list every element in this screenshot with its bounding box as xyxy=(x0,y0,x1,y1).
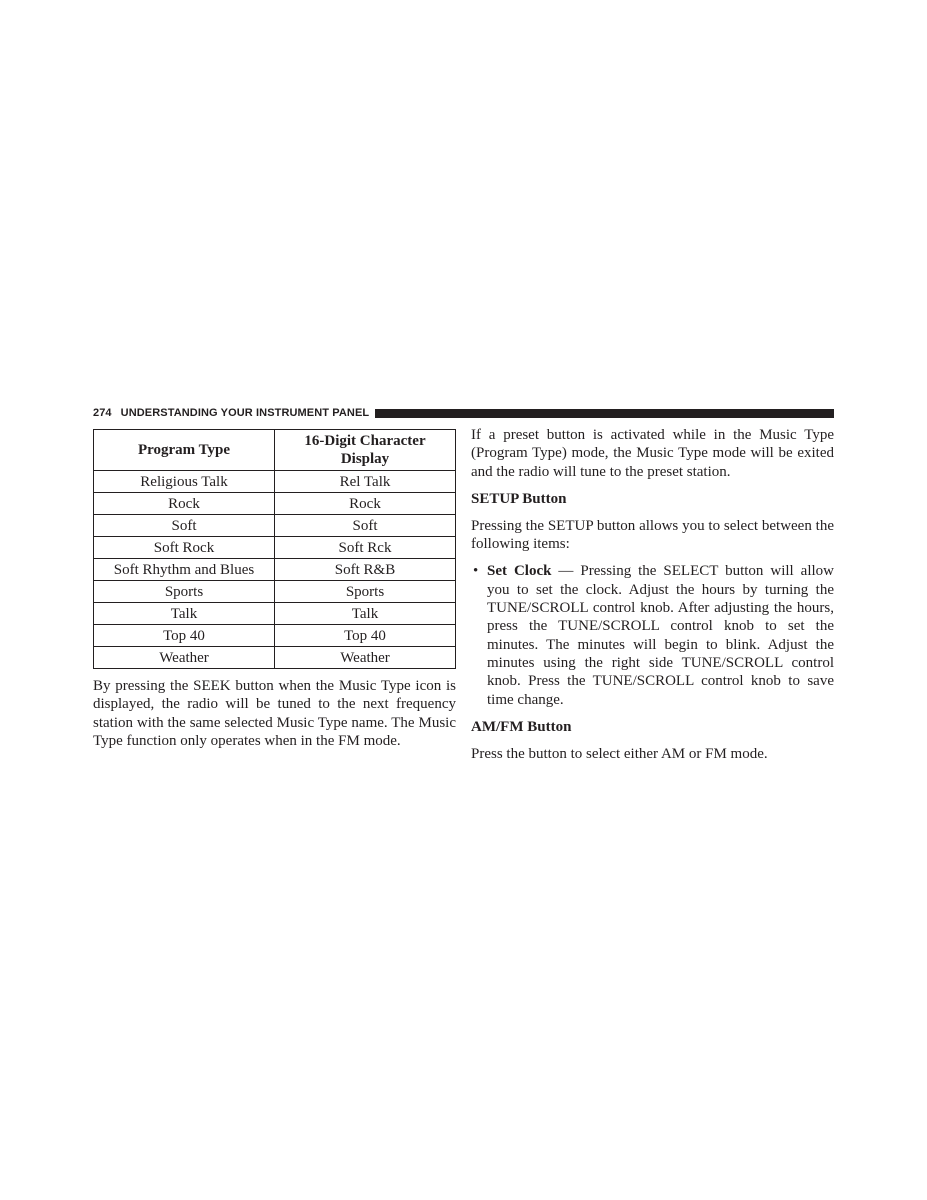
table-cell: Soft R&B xyxy=(275,559,456,581)
table-cell: Sports xyxy=(94,581,275,603)
table-cell: Soft xyxy=(275,515,456,537)
table-cell: Soft Rock xyxy=(94,537,275,559)
seek-paragraph: By pressing the SEEK button when the Music Type icon is displayed, the radio will be tuned to the next frequency station with the same selected Music Type name. The Music Type function only operates when in the FM mode. xyxy=(93,678,456,749)
table-header-row xyxy=(94,430,456,471)
setup-paragraph: Pressing the SETUP button allows you to select between the following items: xyxy=(471,517,834,553)
set-clock-term: Set Clock xyxy=(487,563,552,580)
table-cell: Sports xyxy=(275,581,456,603)
table-row xyxy=(94,581,456,603)
set-clock-description: — Pressing the SELECT button will allow you to set the clock. Adjust the hours by turning the TUNE/SCROLL control knob. After adjusting the hours, press the TUNE/SCROLL control knob to set the minutes. The minutes will begin to blink. Adjust the minutes using the right side TUNE/SCROLL control knob. Press the TUNE/SCROLL control knob to save time change. xyxy=(487,563,834,708)
table-cell: Talk xyxy=(275,603,456,625)
running-header xyxy=(93,406,834,420)
column-header-display: 16-Digit Character Display xyxy=(275,430,456,471)
bullet-icon: • xyxy=(473,563,479,580)
header-rule xyxy=(375,409,834,418)
table-row xyxy=(94,537,456,559)
program-type-table xyxy=(93,429,456,669)
table-row xyxy=(94,625,456,647)
preset-paragraph: If a preset button is activated while in the Music Type (Program Type) mode, the Music Type mode will be exited and the radio will tune to the preset station. xyxy=(471,427,834,480)
table-row xyxy=(94,515,456,537)
table-row xyxy=(94,471,456,493)
table-cell: Soft Rck xyxy=(275,537,456,559)
table-row xyxy=(94,493,456,515)
column-header-program-type: Program Type xyxy=(94,430,275,471)
section-title: UNDERSTANDING YOUR INSTRUMENT PANEL xyxy=(120,407,370,419)
table-cell: Soft xyxy=(94,515,275,537)
table-row xyxy=(94,603,456,625)
table-cell: Talk xyxy=(94,603,275,625)
setup-items-list xyxy=(471,562,834,708)
table-cell: Top 40 xyxy=(94,625,275,647)
table-row xyxy=(94,647,456,669)
right-column xyxy=(471,426,834,763)
amfm-paragraph: Press the button to select either AM or FM mode. xyxy=(471,745,768,762)
page-number: 274 xyxy=(93,407,112,419)
table-cell: Weather xyxy=(94,647,275,669)
left-column xyxy=(93,429,456,750)
table-cell: Rel Talk xyxy=(275,471,456,493)
table-cell: Top 40 xyxy=(275,625,456,647)
table-cell: Rock xyxy=(94,493,275,515)
setup-heading: SETUP Button xyxy=(471,490,567,507)
table-cell: Soft Rhythm and Blues xyxy=(94,559,275,581)
table-cell: Rock xyxy=(275,493,456,515)
table-row xyxy=(94,559,456,581)
list-item-set-clock xyxy=(471,562,834,708)
amfm-heading: AM/FM Button xyxy=(471,718,572,735)
table-cell: Weather xyxy=(275,647,456,669)
table-cell: Religious Talk xyxy=(94,471,275,493)
